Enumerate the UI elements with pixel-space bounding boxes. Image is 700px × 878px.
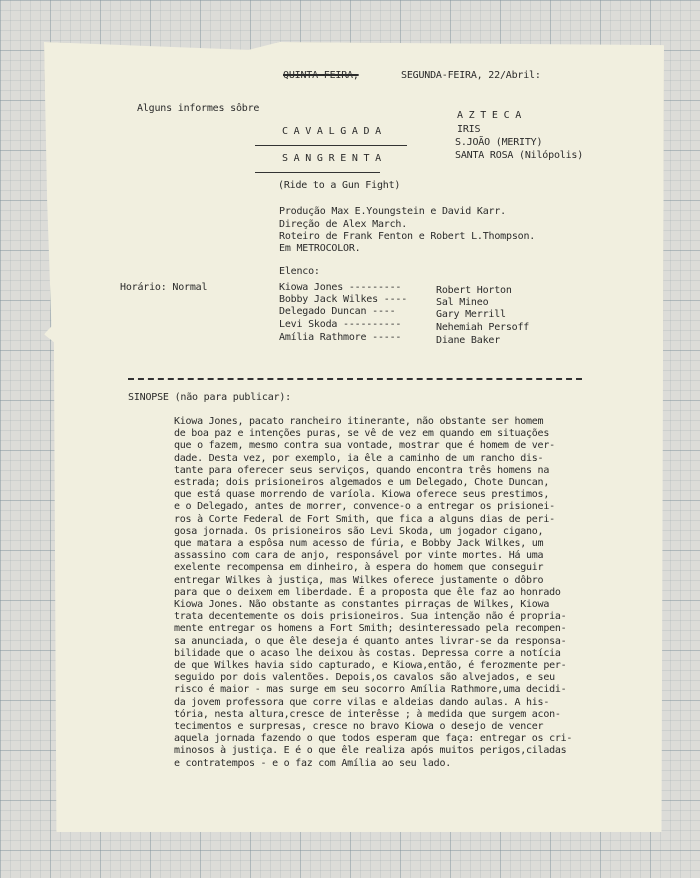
synopsis-line: e o Delegado, antes de morrer, convence-o a entregar os prisionei- (174, 501, 555, 513)
synopsis-line: Kiowa Jones, pacato rancheiro itinerante, não obstante ser homem (174, 416, 544, 427)
synopsis-line: que está quase morrendo de varíola. Kiowa oferece seus prestimos, (174, 489, 550, 501)
title-line-1: C A V A L G A D A (282, 126, 381, 137)
title-rule-1 (255, 145, 407, 146)
synopsis-line: para que o deixem em liberdade. É a proposta que êle faz ao honrado (174, 586, 561, 598)
cast-actor: Diane Baker (436, 335, 501, 346)
synopsis-line: seguido por dois valentões. Depois,os cavalos são alvejados, e seu (174, 672, 555, 684)
synopsis-line: mente entregar os homens a Fort Smith; desinteressado pela recompen- (174, 623, 567, 635)
synopsis-line: tória, nesta altura,cresce de interêsse ; à medida que surgem acon- (174, 708, 561, 720)
theater-1: A Z T E C A (457, 110, 522, 121)
schedule: Horário: Normal (120, 282, 208, 293)
synopsis-line: sa anunciada, o que êle deseja é quanto antes livrar-se da responsa- (174, 635, 567, 647)
synopsis-line: minosos à justiça. E é o que êle realiza após muitos perigos,ciladas (174, 745, 567, 757)
intro-text: Alguns informes sôbre (137, 103, 260, 114)
synopsis-line: gosa jornada. Os prisioneiros são Levi Skoda, um jogador cigano, (174, 525, 544, 537)
synopsis-line: tante para oferecer seus serviços, quando encontra três homens na (174, 464, 550, 476)
credit-production: Produção Max E.Youngstein e David Karr. (279, 206, 506, 217)
section-divider (128, 378, 582, 380)
cast-role: Levi Skoda ---------- (279, 319, 402, 330)
cast-role: Amília Rathmore ----- (279, 332, 402, 343)
cast-heading: Elenco: (279, 266, 320, 277)
cast-actor: Sal Mineo (436, 297, 489, 308)
credit-screenplay: Roteiro de Frank Fenton e Robert L.Thompson. (279, 231, 536, 242)
synopsis-body (174, 416, 592, 770)
original-title: (Ride to a Gun Fight) (278, 180, 401, 191)
synopsis-line: dade. Desta vez, por exemplo, ia êle a caminho de um rancho dis- (174, 452, 544, 464)
credit-direction: Direção de Alex March. (279, 219, 408, 230)
cast-role: Bobby Jack Wilkes ---- (279, 294, 408, 305)
title-rule-2 (255, 172, 380, 173)
title-line-2: S A N G R E N T A (282, 153, 381, 164)
cast-role: Delegado Duncan ---- (279, 306, 396, 317)
synopsis-line: bilidade que o acaso lhe deixou às costas. Depressa corre a notícia (174, 647, 561, 659)
synopsis-line: que matara a espôsa num acesso de fúria, e Bobby Jack Wilkes, um (174, 538, 544, 550)
synopsis-line: que o fazem, mesmo contra sua vontade, mostrar que é homem de ver- (174, 440, 555, 452)
synopsis-line: exelente recompensa em dinheiro, à espera do homem que conseguir (174, 562, 544, 574)
release-date: SEGUNDA-FEIRA, 22/Abril: (401, 70, 541, 81)
synopsis-line: risco é maior - mas surge em seu socorro Amília Rathmore,uma decidi- (174, 684, 567, 696)
cast-actor: Nehemiah Persoff (436, 322, 530, 333)
theater-4: SANTA ROSA (Nilópolis) (455, 150, 584, 161)
synopsis-line: de boa paz e intenções puras, se vê de vez em quando em situações (174, 428, 550, 440)
theater-3: S.JOÃO (MERITY) (455, 137, 543, 148)
cast-role: Kiowa Jones --------- (279, 282, 402, 293)
cast-actor: Gary Merrill (436, 309, 506, 320)
synopsis-heading: SINOPSE (não para publicar): (128, 392, 291, 403)
credit-color: Em METROCOLOR. (279, 243, 361, 254)
synopsis-line: tecimentos e surpresas, cresce no bravo Kiowa o desejo de vencer (174, 721, 544, 733)
synopsis-line: trata decentemente os dois prisioneiros. Sua intenção não é propria- (174, 611, 567, 623)
synopsis-line: da jovem professora que corre vilas e aldeias dando aulas. A his- (174, 696, 550, 708)
cast-actor: Robert Horton (436, 285, 512, 296)
synopsis-line: assassino com cara de anjo, responsável por vinte mortes. Há uma (174, 550, 544, 562)
synopsis-line: aquela jornada fazendo o que todos esperam que faça: entregar os cri- (174, 733, 573, 745)
synopsis-line: estrada; dois prisioneiros algemados e um Delegado, Chote Duncan, (174, 477, 550, 489)
synopsis-line: ros à Corte Federal de Fort Smith, que fica a alguns dias de peri- (174, 513, 555, 525)
struck-date: QUINTA-FEIRA, (283, 70, 359, 81)
theater-2: IRIS (457, 124, 481, 135)
synopsis-line: entregar Wilkes à justiça, mas Wilkes oferece justamente o dôbro (174, 574, 544, 586)
synopsis-line: Kiowa Jones. Não obstante as constantes pirraças de Wilkes, Kiowa (174, 599, 550, 611)
synopsis-line: de que Wilkes havia sido capturado, e Kiowa,então, é ferozmente per- (174, 660, 567, 672)
synopsis-line: e contratempos - e o faz com Amília ao seu lado. (174, 757, 451, 769)
